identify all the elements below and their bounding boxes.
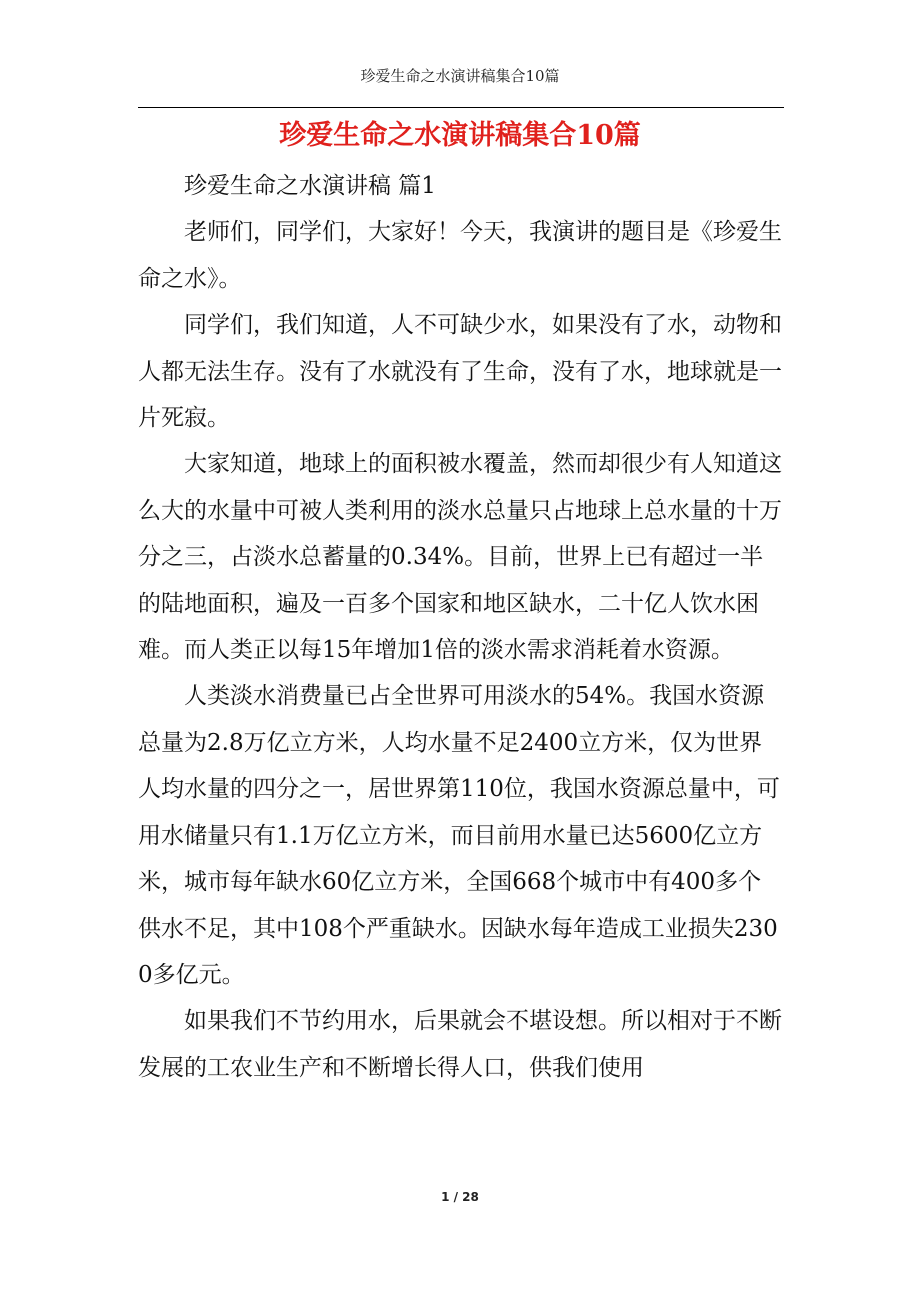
paragraph: 同学们，我们知道，人不可缺少水，如果没有了水，动物和人都无法生存。没有了水就没有了生命，没有了水，地球就是一片死寂。 xyxy=(138,312,782,432)
header-divider xyxy=(138,107,784,108)
paragraph: 人类淡水消费量已占全世界可用淡水的54%。我国水资源总量为2.8万亿立方米，人均水量不足2400立方米，仅为世界人均水量的四分之一，居世界第110位，我国水资源总量中，可用水储量只有1.1万亿立方米，而目前用水量已达5600亿立方米，城市每年缺水60亿立方米，全国668个城市中有400多个供水不足，其中108个严重缺水。因缺水每年造成工业损失2300多亿元。 xyxy=(138,683,780,988)
paragraph: 如果我们不节约用水，后果就会不堪设想。所以相对于不断发展的工农业生产和不断增长得人口，供我们使用 xyxy=(138,1008,782,1081)
document-body xyxy=(138,163,784,1091)
running-header: 珍爱生命之水演讲稿集合10篇 xyxy=(360,67,560,85)
page-number: 1 / 28 xyxy=(441,1190,479,1204)
paragraph: 大家知道，地球上的面积被水覆盖，然而却很少有人知道这么大的水量中可被人类利用的淡水总量只占地球上总水量的十万分之三，占淡水总蓄量的0.34%。目前，世界上已有超过一半的陆地面积，遍及一百多个国家和地区缺水，二十亿人饮水困难。而人类正以每15年增加1倍的淡水需求消耗着水资源。 xyxy=(138,451,782,664)
document-title: 珍爱生命之水演讲稿集合10篇 xyxy=(279,120,641,151)
section-heading: 珍爱生命之水演讲稿 篇1 xyxy=(184,173,436,199)
paragraph: 老师们，同学们，大家好！今天，我演讲的题目是《珍爱生命之水》。 xyxy=(138,219,782,292)
